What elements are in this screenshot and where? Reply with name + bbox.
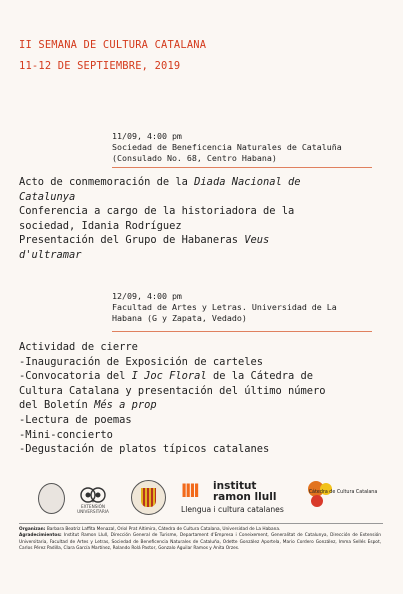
event2-place-line2: Habana (G y Zapata, Vedado) [112, 313, 247, 324]
event2-line: -Degustación de platos típicos catalanes [19, 443, 270, 456]
event2-line: Actividad de cierre [19, 341, 138, 353]
event1-line: sociedad, Idania Rodríguez [19, 219, 182, 232]
catedra-cultura-catalana-logo [302, 481, 384, 515]
event2-header [112, 291, 337, 325]
organizers-credit: Organizan: Barbara Beatriz Laffita Menazal, Oriol Prat Altimira, Cátedra de Cultura Catalana, Universidad de La Habana. [19, 527, 281, 532]
event-dates: 11-12 DE SEPTIEMBRE, 2019 [19, 60, 181, 72]
event1-program [19, 175, 301, 263]
senyera-stripes [141, 488, 156, 507]
university-seal-logo [38, 483, 65, 514]
event2-line: del Boletín Més a prop [19, 399, 157, 412]
credits [19, 527, 381, 553]
sponsor-logos [0, 475, 403, 521]
event2-line: Cultura Catalana y presentación del último número [19, 384, 326, 397]
event2-line: -Inauguración de Exposición de carteles [19, 355, 263, 368]
credits-divider [19, 523, 383, 524]
thanks-credit: Agradecimientos: Institut Ramon Llull, Dirección General de Turisme, Departament d'Empresa i Coneixement, Generalitat de Catalunya, Dirección de Extensión Universitaria, Facultad de Artes y Letras, Sociedad de Beneficencia Naturales de Cataluña, Odette González Aportela, Mario Cordero González, Imma Sellés Espot, Carlos Pérez Padilla, Clara García Martínez, Rolando Rolá Pastor, Gonzalo Aguilar Ramos y Anita Orzes. [19, 533, 381, 552]
event-series-title: II SEMANA DE CULTURA CATALANA [19, 39, 207, 51]
event2-place-line1: Facultad de Artes y Letras. Universidad de La [112, 302, 337, 313]
event1-divider [112, 167, 372, 168]
catalan-coat-of-arms-logo [131, 480, 166, 515]
event2-divider [112, 331, 372, 332]
event2-when: 12/09, 4:00 pm [112, 291, 182, 301]
event1-header [112, 131, 342, 165]
catedra-circle-icon [311, 495, 323, 507]
event2-program [19, 340, 326, 457]
event1-place-line2: (Consulado No. 68, Centro Habana) [112, 153, 277, 164]
irl-name-line1: institut [213, 480, 257, 492]
event1-when: 11/09, 4:00 pm [112, 131, 182, 141]
irl-tagline: Llengua i cultura catalanes [181, 505, 284, 514]
event1-line: Presentación del Grupo de Habaneras Veus [19, 234, 270, 247]
event1-place-line1: Sociedad de Beneficencia Naturales de Cataluña [112, 142, 342, 153]
irl-name-line2: ramon llull [213, 491, 277, 503]
event1-line: Acto de conmemoración de la Diada Nacional de [19, 176, 301, 188]
event2-line: -Mini-concierto [19, 428, 113, 441]
event2-line: -Convocatoria del I Joc Floral de la Cátedra de [19, 370, 314, 383]
event1-line: Conferencia a cargo de la historiadora de la [19, 205, 295, 218]
event1-line: d'ultramar [19, 248, 82, 261]
owl-logo [79, 485, 107, 505]
extension-universitaria-label: EXTENSIÓN UNIVERSITARIA [77, 504, 109, 514]
event2-line: -Lectura de poemas [19, 413, 132, 426]
irl-mark-icon: llll [181, 481, 198, 502]
catedra-label: Cátedra de Cultura Catalana [308, 490, 378, 495]
event1-line: Catalunya [19, 190, 76, 203]
